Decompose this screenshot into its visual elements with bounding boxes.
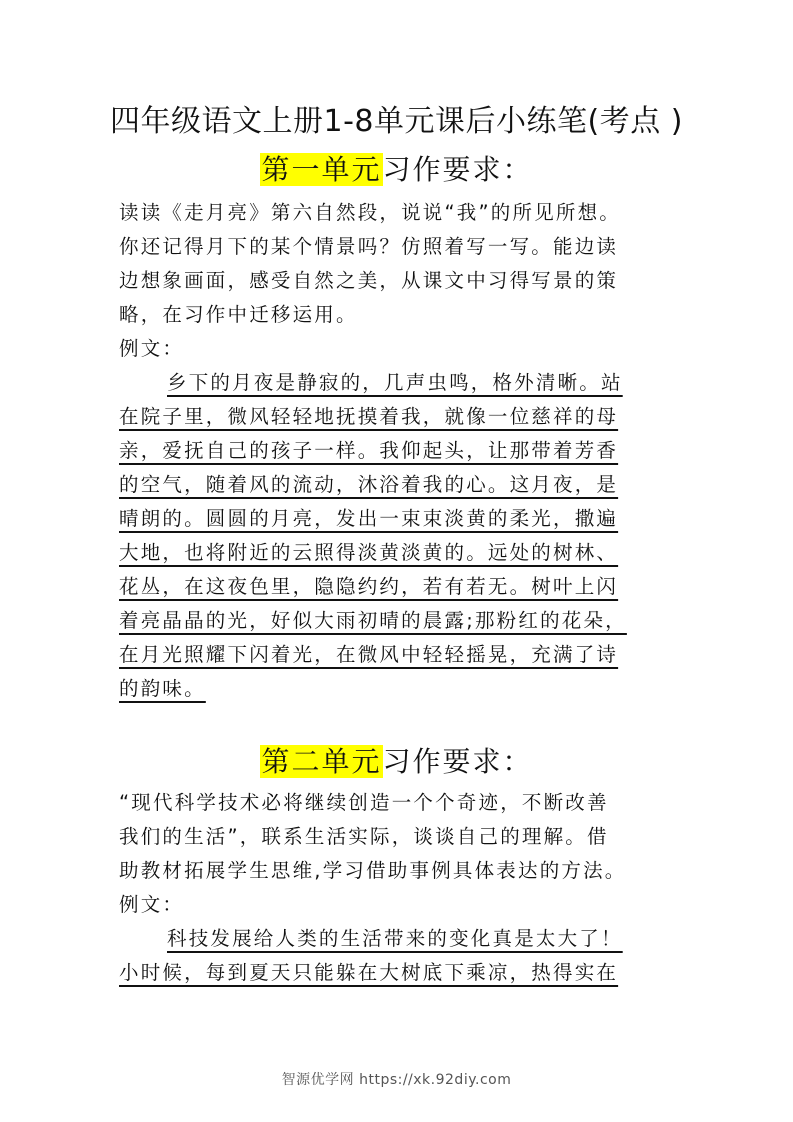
unit1-essay-line: 花丛，在这夜色里，隐隐约约，若有若无。树叶上闪 (119, 575, 619, 598)
unit1-essay-line: 的空气，随着风的流动，沐浴着我的心。这月夜，是 (119, 473, 619, 496)
footer-watermark: 智源优学网 https://xk.92diy.com (281, 1072, 512, 1088)
unit1-essay (119, 366, 679, 706)
unit1-heading-highlight: 第一单元 (261, 153, 382, 186)
unit1-essay-line: 着亮晶晶的光，好似大雨初晴的晨露;那粉红的花朵， (119, 609, 627, 632)
unit2-example-label: 例文： (119, 893, 185, 916)
unit1-essay-line: 在院子里，微风轻轻地抚摸着我，就像一位慈祥的母 (119, 405, 619, 428)
unit1-requirement-line: 你还记得月下的某个情景吗？仿照着写一写。能边读 (119, 235, 619, 258)
unit1-example-label: 例文： (119, 337, 185, 360)
unit2-essay-line: 科技发展给人类的生活带来的变化真是太大了！ (167, 927, 623, 950)
unit1-heading-rest: 习作要求： (382, 153, 533, 186)
unit2-heading-rest: 习作要求： (382, 745, 533, 778)
unit2-heading (0, 742, 793, 782)
unit2-essay-line: 小时候，每到夏天只能躲在大树底下乘凉，热得实在 (119, 961, 619, 984)
unit1-essay-line: 在月光照耀下闪着光，在微风中轻轻摇晃，充满了诗 (119, 643, 619, 666)
unit1-requirement-line: 读读《走月亮》第六自然段，说说“我”的所见所想。 (119, 201, 622, 224)
unit1-essay-line: 亲，爱抚自己的孩子一样。我仰起头，让那带着芳香 (119, 439, 619, 462)
unit2-requirement-line: “现代科学技术必将继续创造一个个奇迹，不断改善 (119, 791, 609, 814)
unit1-essay-line: 乡下的月夜是静寂的，几声虫鸣，格外清晰。站 (167, 371, 623, 394)
document-title: 四年级语文上册1-8单元课后小练笔(考点 ) (110, 104, 683, 139)
unit2-requirement-line: 助教材拓展学生思维,学习借助事例具体表达的方法。 (119, 859, 627, 882)
unit2-requirement (119, 786, 679, 922)
unit2-heading-highlight: 第二单元 (261, 745, 382, 778)
unit1-essay-line: 的韵味。 (119, 677, 206, 700)
unit1-requirement (119, 196, 679, 366)
unit1-requirement-line: 略，在习作中迁移运用。 (119, 303, 358, 326)
unit2-requirement-line: 我们的生活”，联系生活实际，谈谈自己的理解。借 (119, 825, 609, 848)
unit1-requirement-line: 边想象画面，感受自然之美，从课文中习得写景的策 (119, 269, 619, 292)
unit2-essay (119, 922, 679, 990)
unit1-essay-line: 晴朗的。圆圆的月亮，发出一束束淡黄的柔光，撒遍 (119, 507, 619, 530)
unit1-essay-line: 大地，也将附近的云照得淡黄淡黄的。远处的树林、 (119, 541, 619, 564)
unit1-heading (0, 150, 793, 190)
